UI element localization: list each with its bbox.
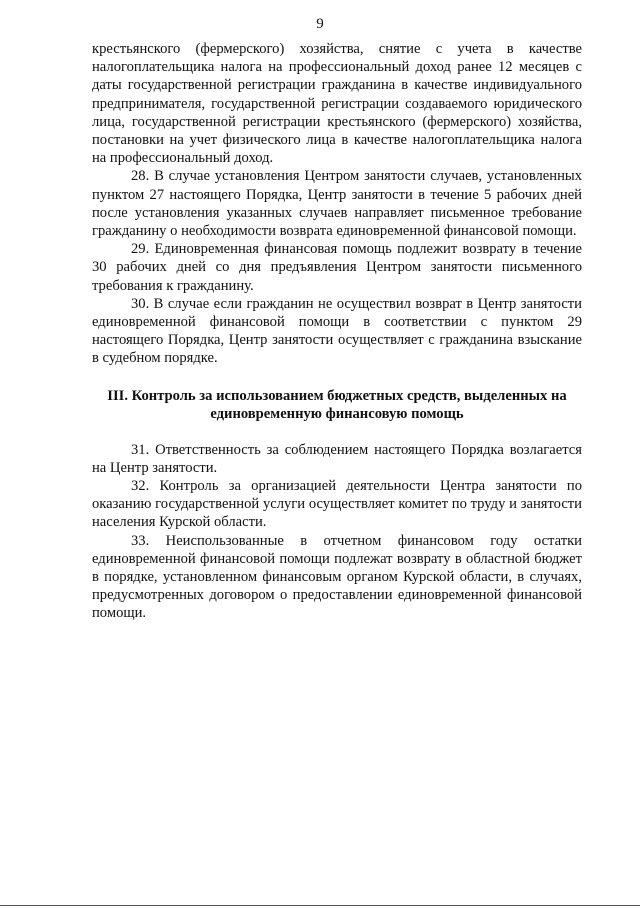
paragraph-clause-31: 31. Ответственность за соблюдением настоящего Порядка возлагается на Центр занятости. (92, 441, 582, 476)
paragraph-clause-29: 29. Единовременная финансовая помощь подлежит возврату в течение 30 рабочих дней со дня предъявления Центром занятости письменного требования к гражданину. (92, 241, 582, 294)
section-heading-line2: единовременную финансовую помощь (210, 405, 464, 422)
paragraph-clause-33: 33. Неиспользованные в отчетном финансовом году остатки единовременной финансовой помощи подлежат возврату в областной бюджет в порядке, установленном финансовым органом Курской области, в случаях, предусмотренных договором о предоставлении единовременной финансовой помощи. (92, 532, 582, 622)
section-heading-line1: III. Контроль за использованием бюджетных средств, выделенных на (107, 387, 567, 404)
section-heading (92, 387, 582, 423)
page-bottom-edge (0, 905, 640, 906)
page-number: 9 (316, 16, 324, 32)
paragraph-clause-32: 32. Контроль за организацией деятельности Центра занятости по оказанию государственной услуги осуществляет комитет по труду и занятости населения Курской области. (92, 478, 582, 531)
document-body (92, 40, 582, 623)
paragraph-continuation: крестьянского (фермерского) хозяйства, снятие с учета в качестве налогоплательщика налога на профессиональный доход ранее 12 месяцев с даты государственной регистрации гражданина в качестве индивидуального предпринимателя, государственной регистрации создаваемого юридического лица, государственной регистрации крестьянского (фермерского) хозяйства, постановки на учет физического лица в качестве налогоплательщика налога на профессиональный доход. (92, 41, 582, 167)
paragraph-clause-28: 28. В случае установления Центром занятости случаев, установленных пунктом 27 настоящего Порядка, Центр занятости в течение 5 рабочих дней после установления указанных случаев направляет письменное требование гражданину о необходимости возврата единовременной финансовой помощи. (92, 168, 582, 240)
paragraph-clause-30: 30. В случае если гражданин не осуществил возврат в Центр занятости единовременной финансовой помощи в соответствии с пунктом 29 настоящего Порядка, Центр занятости осуществляет с гражданина взыскание в судебном порядке. (92, 295, 582, 367)
